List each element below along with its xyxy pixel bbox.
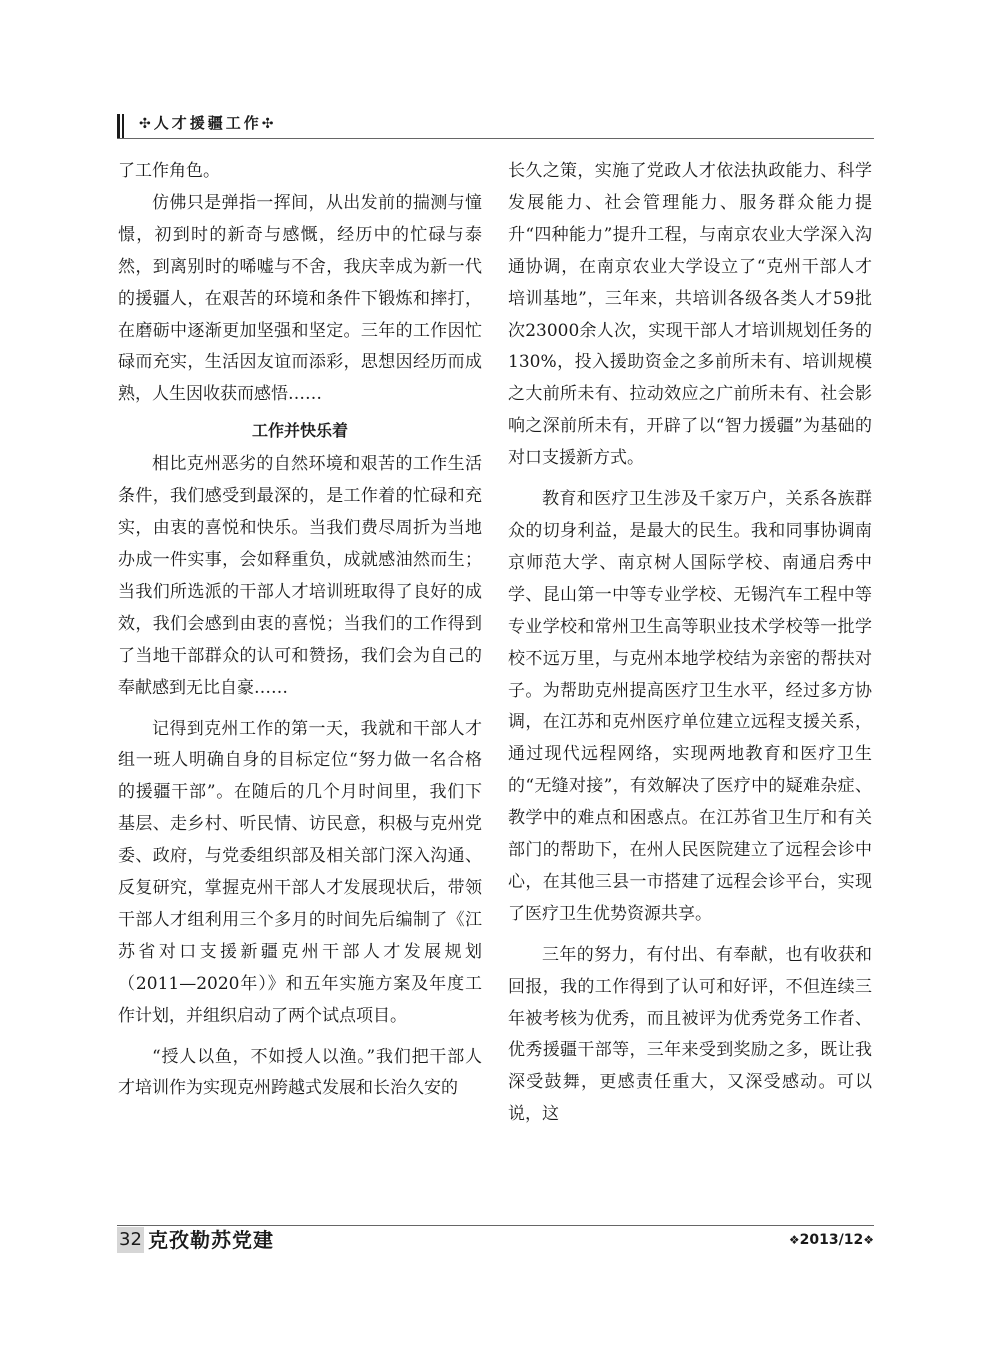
header-bar-ornament xyxy=(117,114,125,138)
header-rule xyxy=(117,138,874,139)
paragraph: 教育和医疗卫生涉及千家万户，关系各族群众的切身利益，是最大的民生。我和同事协调南京师范大学、南京树人国际学校、南通启秀中学、昆山第一中等专业学校、无锡汽车工程中等专业学校和常州卫生高等职业技术学校等一批学校不远万里，与克州本地学校结为亲密的帮扶对子。为帮助克州提高医疗卫生水平，经过多方协调，在江苏和克州医疗单位建立远程支援关系，通过现代远程网络，实现两地教育和医疗卫生的“无缝对接”，有效解决了医疗中的疑难杂症、教学中的难点和困惑点。在江苏省卫生厅和有关部门的帮助下，在州人民医院建立了远程会诊中心，在其他三县一市搭建了远程会诊平台，实现了医疗卫生优势资源共享。 xyxy=(508,489,872,924)
section-title: 人才援疆工作 xyxy=(153,114,262,132)
paragraph: 长久之策，实施了党政人才依法执政能力、科学发展能力、社会管理能力、服务群众能力提升“四种能力”提升工程，与南京农业大学深入沟通协调，在南京农业大学设立了“克州干部人才培训基地”，三年来，共培训各级各类人才59批次23000余人次，实现干部人才培训规划任务的130%，投入援助资金之多前所未有、培训规模之大前所未有、拉动效应之广前所未有、社会影响之深前所未有，开辟了以“智力援疆”为基础的对口支援新方式。 xyxy=(508,161,872,469)
ornament-icon: ✣ xyxy=(139,116,154,132)
paragraph: “授人以鱼，不如授人以渔。”我们把干部人才培训作为实现克州跨越式发展和长治久安的 xyxy=(118,1046,482,1099)
paragraph: 三年的努力，有付出、有奉献，也有收获和回报，我的工作得到了认可和好评，不但连续三年被考核为优秀，而且被评为优秀党务工作者、优秀援疆干部等，三年来受到奖励之多，既让我深受鼓舞，更感责任重大，又深受感动。可以说，这 xyxy=(508,944,872,1125)
paragraph: 了工作角色。 xyxy=(118,161,220,181)
paragraph: 记得到克州工作的第一天，我就和干部人才组一班人明确自身的目标定位“努力做一名合格的援疆干部”。在随后的几个月时间里，我们下基层、走乡村、听民情、访民意，积极与克州党委、政府，与党委组织部及相关部门深入沟通、反复研究，掌握克州干部人才发展现状后，带领干部人才组利用三个多月的时间先后编制了《江苏省对口支援新疆克州干部人才发展规划（2011—2020年）》和五年实施方案及年度工作计划，并组织启动了两个试点项目。 xyxy=(118,718,482,1026)
page-number: 32 xyxy=(117,1227,144,1253)
left-column xyxy=(118,156,482,1105)
ornament-icon: ✣ xyxy=(261,116,277,132)
page-header xyxy=(117,104,874,140)
subheading: 工作并快乐着 xyxy=(251,421,348,441)
diamond-ornament-icon: ❖ xyxy=(788,1233,800,1247)
paragraph: 相比克州恶劣的自然环境和艰苦的工作生活条件，我们感受到最深的，是工作着的忙碌和充实，由衷的喜悦和快乐。当我们费尽周折为当地办成一件实事，会如释重负，成就感油然而生；当我们所选派的干部人才培训班取得了良好的成效，我们会感到由衷的喜悦；当我们的工作得到了当地干部群众的认可和赞扬，我们会为自己的奉献感到无比自豪…… xyxy=(118,454,482,698)
magazine-title: 克孜勒苏党建 xyxy=(148,1228,274,1252)
issue-label xyxy=(789,1228,874,1252)
issue-number: 2013/12 xyxy=(799,1232,864,1248)
paragraph: 仿佛只是弹指一挥间，从出发前的揣测与憧憬，初到时的新奇与感慨，经历中的忙碌与泰然，到离别时的唏嘘与不舍，我庆幸成为新一代的援疆人，在艰苦的环境和条件下锻炼和摔打，在磨砺中逐渐更加坚强和坚定。三年的工作因忙碌而充实，生活因友谊而添彩，思想因经历而成熟，人生因收获而感悟…… xyxy=(118,192,482,405)
section-label xyxy=(139,112,276,133)
diamond-ornament-icon: ❖ xyxy=(863,1233,874,1247)
right-column xyxy=(508,156,872,1131)
